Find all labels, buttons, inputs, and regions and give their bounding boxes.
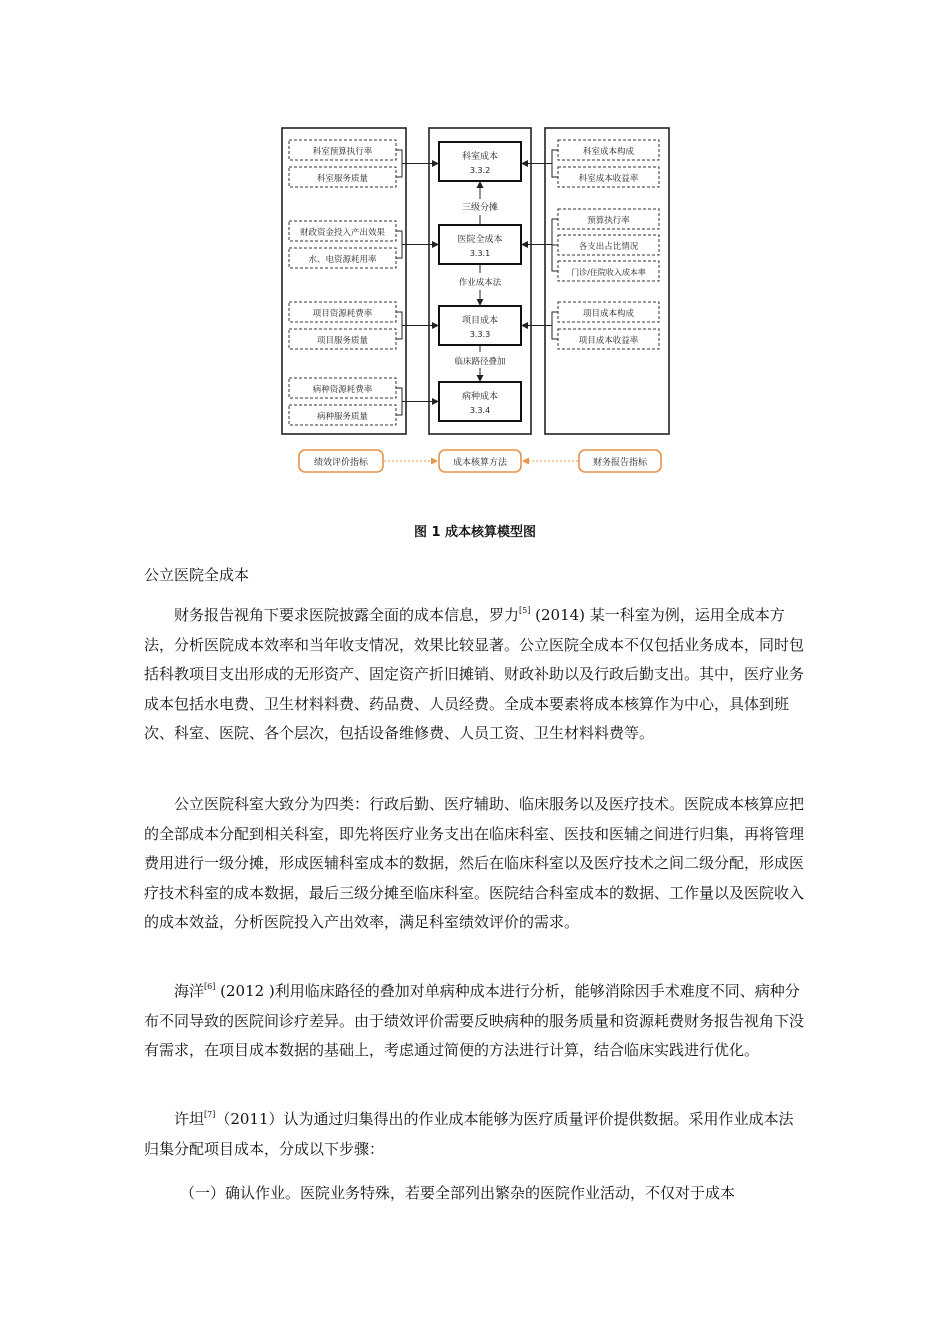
svg-text:3.3.2: 3.3.2 (469, 166, 491, 175)
paragraph-1: 财务报告视角下要求医院披露全面的成本信息，罗力[5] (2014) 某一科室为例，运用全成本方法，分析医院成本效率和当年收支情况，效果比较显著。公立医院全成本不仅包括业务成本，同时包括科教项目支出形成的无形资产、固定资产折旧摊销、财政补助以及行政后勤支出。其中，医疗业务成本包括水电费、卫生材料料费、药品费、人员经费。全成本要素将成本核算作为中心，具体到班次、科室、医院、各个层次，包括设备维修费、人员工资、卫生材料料费等。 (144, 606, 805, 742)
left-indicator-label: 财政资金投入产出效果 (299, 228, 386, 238)
paragraph-3: 海洋[6] (2012 )利用临床路径的叠加对单病种成本进行分析，能够消除因手术难度不同、病种分布不同导致的医院间诊疗差异。由于绩效评价需要反映病种的服务质量和资源耗费财务报告视角下没有需求，在项目成本数据的基础上，考虑通过简便的方法进行计算，结合临床实践进行优化。 (144, 982, 805, 1059)
svg-text:病种成本: 病种成本 (461, 392, 499, 402)
left-indicator-item (289, 302, 396, 322)
left-indicator-item (289, 167, 396, 187)
left-indicator-item (289, 248, 396, 268)
left-indicator-item (289, 140, 396, 160)
svg-text:3.3.1: 3.3.1 (469, 249, 491, 258)
left-connectors (396, 150, 438, 415)
right-indicator-item (558, 261, 659, 281)
citation: [5] (519, 606, 531, 615)
left-indicator-item (289, 221, 396, 241)
right-indicator-label: 项目成本构成 (582, 309, 635, 319)
svg-text:科室成本: 科室成本 (461, 152, 499, 162)
svg-text:3.3.3: 3.3.3 (469, 330, 491, 339)
citation: [6] (204, 982, 216, 991)
left-indicator-list (289, 140, 396, 425)
right-indicator-item (558, 302, 659, 322)
right-indicator-label: 科室成本收益率 (578, 174, 639, 184)
left-indicator-label: 水、电资源耗用率 (308, 255, 377, 265)
right-indicator-label: 预算执行率 (587, 216, 630, 226)
left-indicator-item (289, 329, 396, 349)
right-indicator-label: 各支出占比情况 (578, 242, 639, 252)
paragraph-4: 许坦[7]（2011）认为通过归集得出的作业成本能够为医疗质量评价提供数据。采用作业成本法归集分配项目成本，分成以下步骤： (144, 1110, 794, 1158)
left-indicator-label: 项目资源耗费率 (312, 309, 373, 319)
link-label-activity-based: 作业成本法 (458, 278, 502, 288)
right-indicator-label: 科室成本构成 (582, 147, 635, 157)
left-indicator-label: 科室预算执行率 (312, 147, 373, 157)
right-indicator-item (558, 140, 659, 160)
left-indicator-label: 项目服务质量 (316, 336, 369, 346)
left-indicator-item (289, 405, 396, 425)
cost-model-figure (275, 120, 675, 485)
right-indicator-item (558, 235, 659, 255)
bottom-label-financial: 财务报告指标 (592, 458, 648, 468)
center-box-hospital-full-cost (439, 225, 521, 264)
right-indicator-label: 门诊/住院收入成本率 (571, 268, 646, 277)
link-label-clinical-path: 临床路径叠加 (454, 357, 506, 367)
right-indicator-item (558, 209, 659, 229)
figure-caption: 图 1 成本核算模型图 (413, 525, 537, 540)
paragraph-2: 公立医院科室大致分为四类：行政后勤、医疗辅助、临床服务以及医疗技术。医院成本核算应把的全部成本分配到相关科室，即先将医疗业务支出在临床科室、医技和医辅之间进行归集，再将管理费用进行一级分摊，形成医辅科室成本的数据，然后在临床科室以及医疗技术之间二级分配，形成医疗技术科室的成本数据，最后三级分摊至临床科室。医院结合科室成本的数据、工作量以及医院收入的成本效益，分析医院投入产出效率，满足科室绩效评价的需求。 (144, 795, 805, 931)
left-indicator-item (289, 378, 396, 398)
svg-text:3.3.4: 3.3.4 (469, 406, 491, 415)
section-title: 公立医院全成本 (144, 566, 250, 584)
right-connectors (522, 150, 558, 339)
right-indicator-item (558, 167, 659, 187)
svg-text:项目成本: 项目成本 (461, 316, 499, 326)
left-indicator-label: 病种资源耗费率 (312, 385, 373, 395)
left-indicator-label: 科室服务质量 (316, 174, 369, 184)
right-indicator-list (558, 140, 659, 349)
citation: [7] (204, 1110, 216, 1119)
center-box-disease-cost (439, 382, 521, 421)
left-indicator-label: 病种服务质量 (316, 412, 369, 422)
bottom-label-method: 成本核算方法 (452, 458, 508, 468)
paragraph-5: （一）确认作业。医院业务特殊，若要全部列出繁杂的医院作业活动，不仅对于成本 (180, 1184, 736, 1202)
right-indicator-item (558, 329, 659, 349)
bottom-label-performance: 绩效评价指标 (313, 458, 369, 468)
right-indicator-label: 项目成本收益率 (578, 336, 639, 346)
bottom-labels (299, 450, 661, 472)
svg-text:医院全成本: 医院全成本 (457, 235, 503, 245)
link-label-allocation: 三级分摊 (461, 203, 499, 213)
center-box-project-cost (439, 306, 521, 345)
center-box-department-cost (439, 142, 521, 181)
